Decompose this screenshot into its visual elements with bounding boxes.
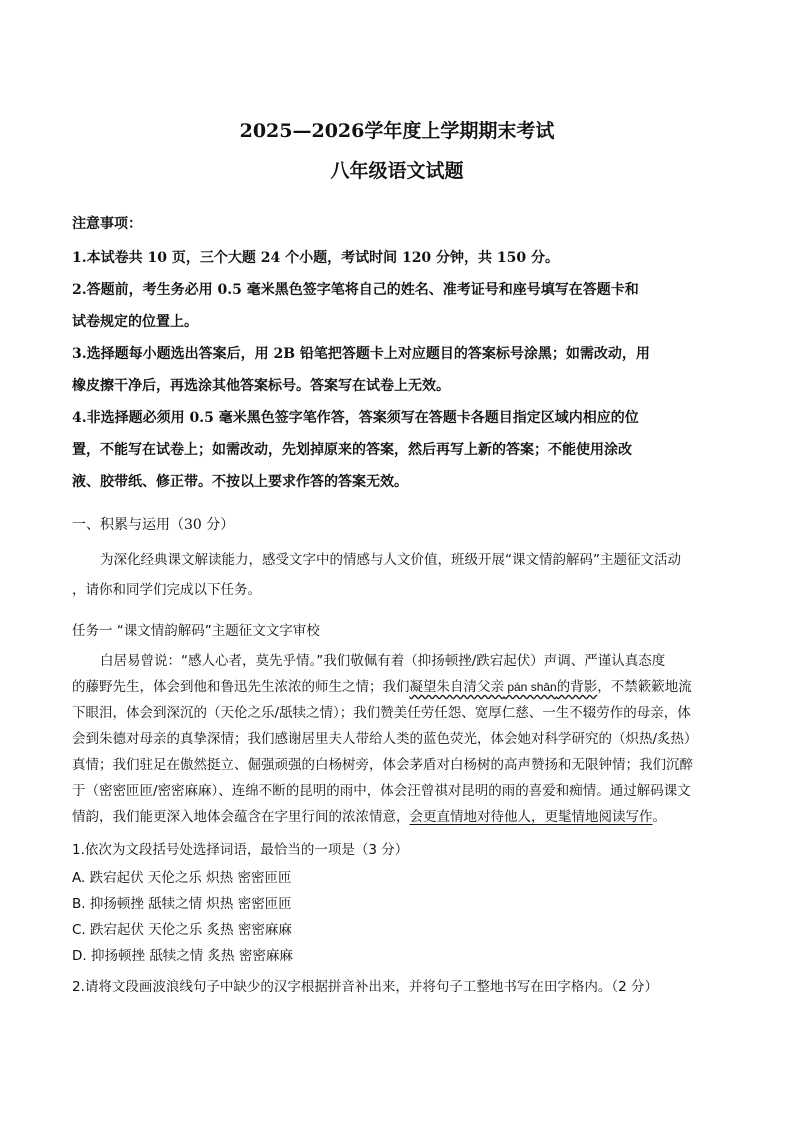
passage-line-4: 会到朱德对母亲的真挚深情；我们感谢居里夫人带给人类的蓝色荧光，体会她对科学研究的（炽热/炙热）	[72, 731, 698, 747]
question-1-option-d: D. 抑扬顿挫 舐犊之情 炙热 密密麻麻	[72, 948, 293, 964]
notice-line-4: 3.选择题每小题选出答案后，用 2B 铅笔把答题卡上对应题目的答案标号涂黑；如需改动，用	[72, 346, 650, 362]
passage-line-3: 下眼泪，体会到深沉的（天伦之乐/舐犊之情）；我们赞美任劳任怨、宽厚仁慈、一生不辍劳作的母亲，体	[72, 705, 691, 721]
passage-line-2	[72, 675, 692, 695]
notice-heading: 注意事项：	[72, 216, 142, 232]
section-heading: 一、积累与运用（30 分）	[72, 517, 235, 533]
passage-text: 的藤野先生，体会到他和鲁迅先生浓浓的师生之情；我们	[72, 679, 410, 695]
wavy-text: 的背影	[556, 679, 598, 695]
intro-line-1: 为深化经典课文解读能力，感受文字中的情感与人文价值，班级开展“课文情韵解码”主题征文活动	[100, 552, 681, 568]
underlined-sentence: 会更直情地对待他人，更髦情地阅读写作	[409, 809, 653, 825]
notice-line-1: 1.本试卷共 10 页，三个大题 24 个小题，考试时间 120 分钟，共 150 分。	[72, 250, 560, 266]
passage-line-7	[72, 805, 666, 825]
task-one-title: 任务一 “课文情韵解码”主题征文文字审校	[72, 623, 320, 639]
notice-line-8: 液、胶带纸、修正带。不按以上要求作答的答案无效。	[72, 474, 408, 490]
notice-line-5: 橡皮擦干净后，再选涂其他答案标号。答案写在试卷上无效。	[72, 378, 450, 394]
question-2-stem: 2.请将文段画波浪线句子中缺少的汉字根据拼音补出来，并将句子工整地书写在田字格内。（2 分）	[72, 979, 659, 995]
exam-title: 2025—2026学年度上学期期末考试	[239, 120, 555, 142]
question-1-stem: 1.依次为文段括号处选择词语，最恰当的一项是（3 分）	[72, 842, 409, 858]
notice-line-7: 置，不能写在试卷上；如需改动，先划掉原来的答案，然后再写上新的答案；不能使用涂改	[72, 442, 632, 458]
notice-line-3: 试卷规定的位置上。	[72, 314, 198, 330]
notice-line-6: 4.非选择题必须用 0.5 毫米黑色签字笔作答，答案须写在答题卡各题目指定区域内相应的位	[72, 410, 639, 426]
exam-subtitle: 八年级语文试题	[330, 160, 464, 182]
pinyin-hint: pán shān	[504, 680, 557, 694]
passage-text: ，不禁簌簌地流	[597, 679, 692, 695]
passage-text: 情韵，我们能更深入地体会蕴含在字里行间的浓浓情意，	[72, 809, 410, 825]
passage-text: 。	[652, 809, 666, 825]
passage-line-5: 真情；我们驻足在傲然挺立、倔强顽强的白杨树旁，体会茅盾对白杨树的高声赞扬和无限钟情；我们沉醉	[72, 757, 693, 773]
wavy-sentence	[410, 679, 598, 695]
question-1-option-c: C. 跌宕起伏 天伦之乐 炙热 密密麻麻	[72, 922, 292, 938]
notice-line-2: 2.答题前，考生务必用 0.5 毫米黑色签字笔将自己的姓名、准考证号和座号填写在答题卡和	[72, 282, 639, 298]
question-1-option-a: A. 跌宕起伏 天伦之乐 炽热 密密匝匝	[72, 870, 292, 886]
wavy-text: 凝望朱自清父亲	[409, 679, 504, 695]
intro-line-2: ，请你和同学们完成以下任务。	[72, 582, 261, 598]
question-1-option-b: B. 抑扬顿挫 舐犊之情 炽热 密密匝匝	[72, 896, 292, 912]
passage-line-1: 白居易曾说：“感人心者，莫先乎情。”我们敬佩有着（抑扬顿挫/跌宕起伏）声调、严谨认真态度	[100, 653, 666, 669]
passage-line-6: 于（密密匝匝/密密麻麻）、连绵不断的昆明的雨中，体会汪曾祺对昆明的雨的喜爱和痴情。通过解码课文	[72, 783, 691, 799]
